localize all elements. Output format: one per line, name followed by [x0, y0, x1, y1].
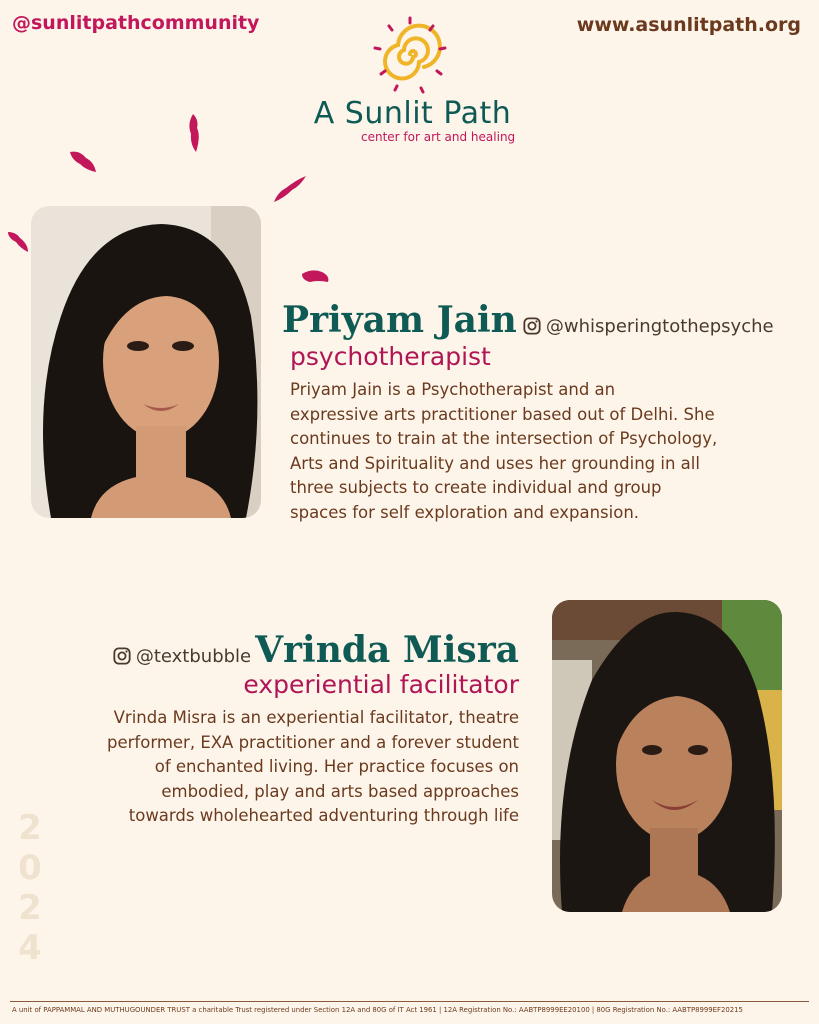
profile-bio [290, 378, 810, 525]
year-digit: 2 [18, 888, 42, 928]
profile-vrinda-header [113, 630, 519, 670]
paint-splash [6, 228, 30, 254]
bio-line: Arts and Spirituality and uses her grounding in all [290, 453, 700, 473]
year-watermark [14, 808, 46, 968]
profile-photo-priyam [31, 206, 261, 518]
bio-line: towards wholehearted adventuring through life [128, 806, 519, 825]
year-digit: 2 [18, 808, 42, 848]
footer-divider [10, 1001, 809, 1002]
bio-line: of enchanted living. Her practice focuses on [154, 757, 519, 776]
instagram-handle: @textbubble [135, 646, 252, 667]
instagram-icon [523, 317, 541, 335]
paint-splash [300, 266, 330, 286]
logo [305, 12, 520, 152]
logo-tagline: center for art and healing [361, 130, 516, 144]
profile-name: Vrinda Misra [255, 629, 519, 671]
bio-line: performer, EXA practitioner and a forever student [107, 732, 519, 752]
year-digit: 4 [18, 928, 42, 968]
bio-line: Vrinda Misra is an experiential facilitator, theatre [113, 708, 519, 727]
bio-line: Priyam Jain is a Psychotherapist and an [290, 380, 616, 399]
profile-bio [29, 706, 519, 829]
profile-photo-vrinda [552, 600, 782, 912]
community-handle[interactable]: @sunlitpathcommunity [12, 12, 260, 34]
profile-role: experiential facilitator [243, 670, 519, 699]
paint-splash [272, 174, 308, 204]
instagram-handle: @whisperingtothepsyche [545, 316, 774, 337]
year-digit: 0 [18, 848, 42, 888]
profile-role: psychotherapist [290, 342, 491, 371]
footer-text: A unit of PAPPAMMAL AND MUTHUGOUNDER TRUST a charitable Trust registered under Section 12A and 80G of IT Act 1961 | 12A Registration No.: AABTP8999EE20100 | 80G Registration No.: AABTP8999EF20215 [12, 1006, 743, 1014]
bio-line: expressive arts practitioner based out of Delhi. She [290, 404, 715, 424]
instagram-link[interactable] [113, 646, 251, 667]
paint-splash [68, 148, 98, 176]
paint-splash [185, 112, 205, 154]
website-link[interactable]: www.asunlitpath.org [576, 14, 801, 36]
profile-priyam [282, 299, 774, 522]
sun-icon [365, 12, 455, 102]
instagram-link[interactable] [523, 316, 774, 337]
bio-line: spaces for self exploration and expansion. [290, 502, 640, 522]
bio-line: continues to train at the intersection of Psychology, [290, 429, 718, 448]
instagram-icon [113, 647, 131, 665]
bio-line: three subjects to create individual and group [290, 478, 662, 497]
bio-line: embodied, play and arts based approaches [161, 781, 519, 801]
logo-name: A Sunlit Path [313, 96, 512, 131]
profile-name: Priyam Jain [282, 299, 517, 341]
